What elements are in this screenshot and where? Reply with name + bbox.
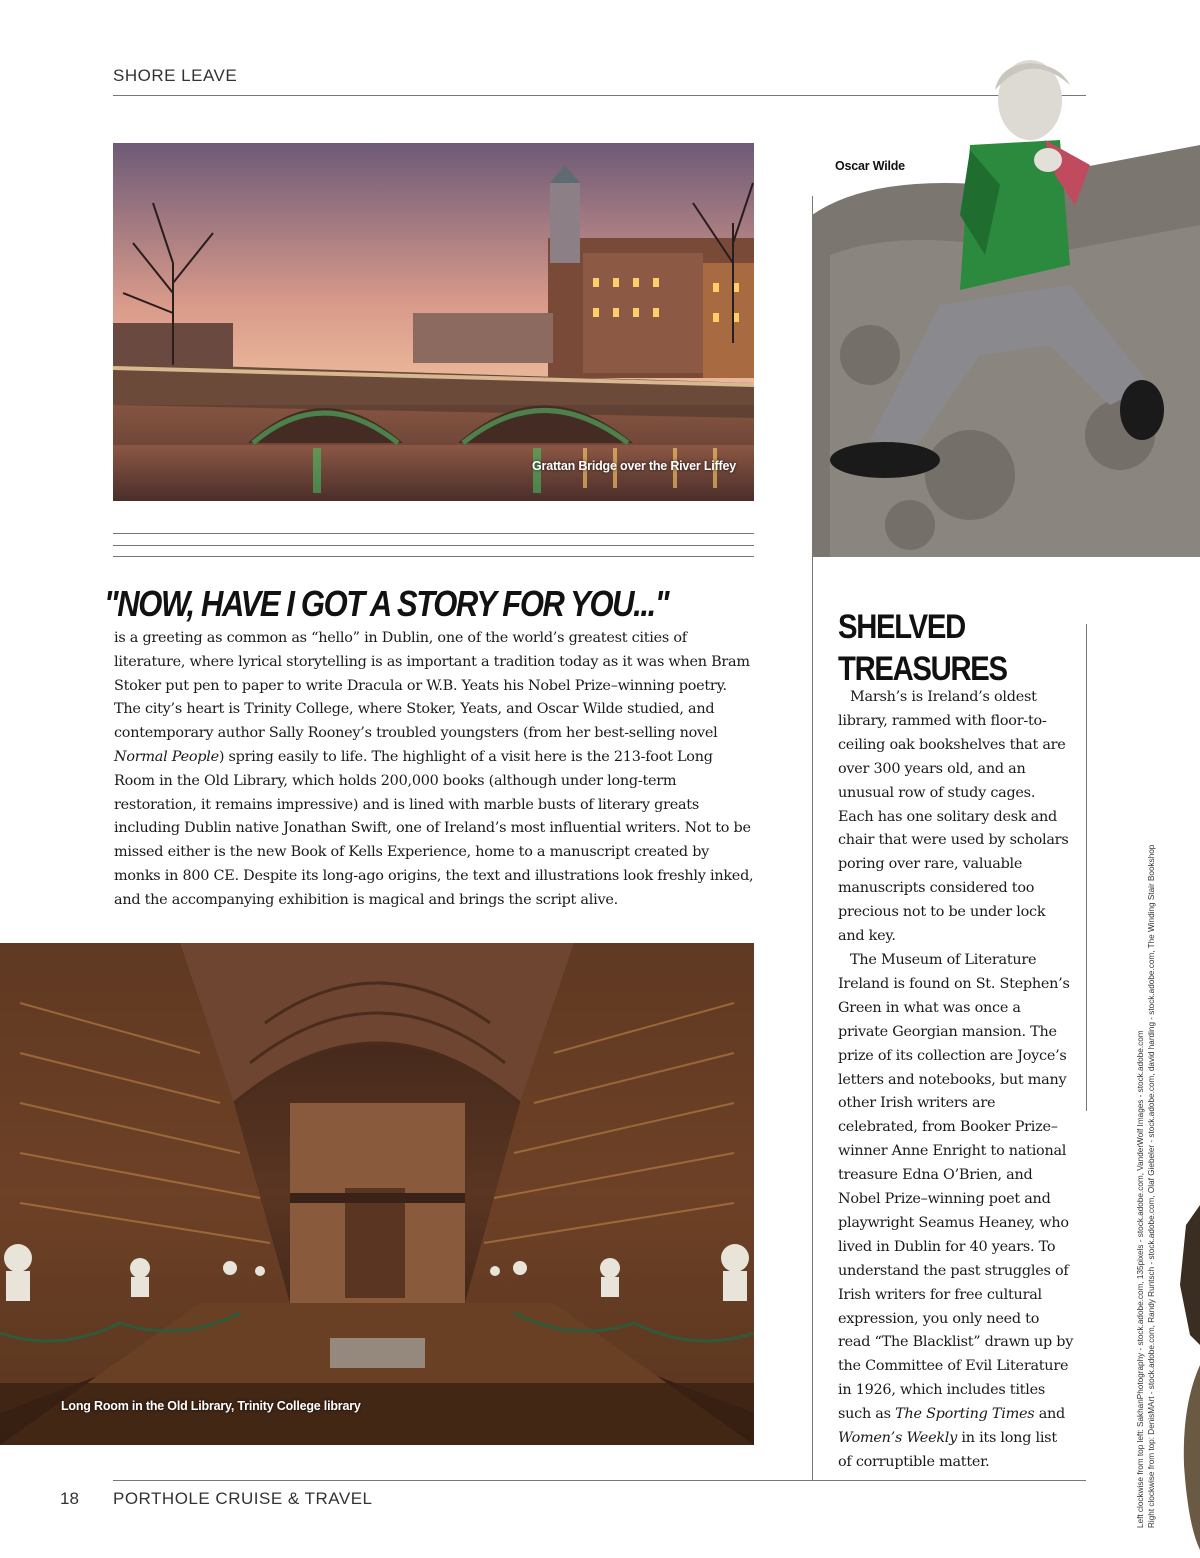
footer-rule <box>113 1480 1086 1481</box>
sidebar-title-line1: SHELVED <box>838 608 965 646</box>
decorative-rule-2 <box>113 545 754 546</box>
title-sporting-times: The Sporting Times <box>895 1406 1035 1423</box>
article-body-text-1: is a greeting as common as “hello” in Dublin, one of the world’s greatest cities of literature, where lyrical storytelling is as important a tradition today as it was when Bram Stoker put pen to paper to write Dracula or W.B. Yeats his Nobel Prize–winning poetry. The city’s heart is Trinity College, where Stoker, Yeats, and Oscar Wilde studied, and contemporary author Sally Rooney’s troubled youngsters (from her best-selling novel <box>114 630 750 742</box>
decorative-rule-3 <box>113 556 754 557</box>
sidebar-paragraph-1: Marsh’s is Ireland’s oldest library, rammed with floor-to-ceiling oak bookshelves that are over 300 years old, and an unusual row of study cages. Each has one solitary desk and chair that were used by scholars poring over rare, valuable manuscripts considered too precious not to be under lock and key. <box>838 689 1069 945</box>
library-photo-art <box>0 943 754 1445</box>
section-label: SHORE LEAVE <box>113 66 238 85</box>
photo-credits <box>1135 828 1157 1528</box>
bridge-photo-caption: Grattan Bridge over the River Liffey <box>532 459 736 473</box>
photo-credits-line1: Left clockwise from top left: SakhanPhotography - stock.adobe.com, 135pixels - stock.adobe.com, VanderWolf Images - stock.adobe.com <box>1136 1030 1145 1528</box>
sidebar-title <box>838 606 1036 690</box>
sidebar-paragraph-2-text-1: The Museum of Literature Ireland is found on St. Stephen’s Green in what was once a private Georgian mansion. The prize of its collection are Joyce’s letters and notebooks, but many other Irish writers are celebrated, from Booker Prize–winner Anne Enright to national treasure Edna O’Brien, and Nobel Prize–winning poet and playwright Seamus Heaney, who lived in Dublin for 40 years. To understand the past struggles of Irish writers for free cultural expression, you only need to read “The Blacklist” drawn up by the Committee of Evil Literature in 1926, which includes titles such as <box>838 951 1074 1423</box>
library-photo-caption: Long Room in the Old Library, Trinity College library <box>61 1399 361 1413</box>
title-womens-weekly: Women’s Weekly <box>838 1430 958 1447</box>
sidebar-paragraph-2-text-2: and <box>1034 1406 1066 1423</box>
wilde-photo-caption: Oscar Wilde <box>835 159 905 173</box>
library-photo <box>0 943 754 1445</box>
bridge-photo-art <box>113 143 754 501</box>
photo-credits-line2: Right clockwise from top: DenisMArt - stock.adobe.com, Randy Runtsch - stock.adobe.com, Olaf Giebeler - stock.adobe.com, david harding - stock.adobe.com, The Winding Stair Bookshop <box>1147 844 1156 1528</box>
sidebar-right-rule <box>1086 624 1087 1111</box>
sidebar-left-rule <box>812 196 813 1481</box>
article-body <box>114 627 754 913</box>
page-number: 18 <box>60 1489 79 1508</box>
article-headline: "NOW, HAVE I GOT A STORY FOR YOU..." <box>104 583 669 624</box>
adjacent-page-image-edge <box>1176 1205 1200 1550</box>
wilde-photo-art <box>790 55 1200 557</box>
sidebar-paragraph-2-text-3: in its long list of corruptible matter. <box>838 1430 1057 1470</box>
book-title-normal-people: Normal People <box>114 748 219 765</box>
decorative-rule-1 <box>113 533 754 534</box>
article-body-text-2: ) spring easily to life. The highlight of a visit here is the 213-foot Long Room in the Old Library, which holds 200,000 books (although under long-term restoration, it remains impressive) and is lined with marble busts of literary greats including Dublin native Jonathan Swift, one of Ireland’s most influential writers. Not to be missed either is the new Book of Kells Experience, home to a manuscript created by monks in 800 CE. Despite its long-ago origins, the text and illustrations look freshly inked, and the accompanying exhibition is magical and brings the script alive. <box>114 748 754 908</box>
sidebar-body <box>838 686 1074 1475</box>
adjacent-page-image-art <box>1176 1205 1200 1550</box>
sidebar-title-line2: TREASURES <box>838 650 1007 688</box>
wilde-photo <box>790 55 1200 557</box>
sidebar-paragraph-2 <box>838 949 1074 1475</box>
bridge-photo <box>113 143 754 501</box>
publication-name: PORTHOLE CRUISE & TRAVEL <box>113 1489 373 1508</box>
